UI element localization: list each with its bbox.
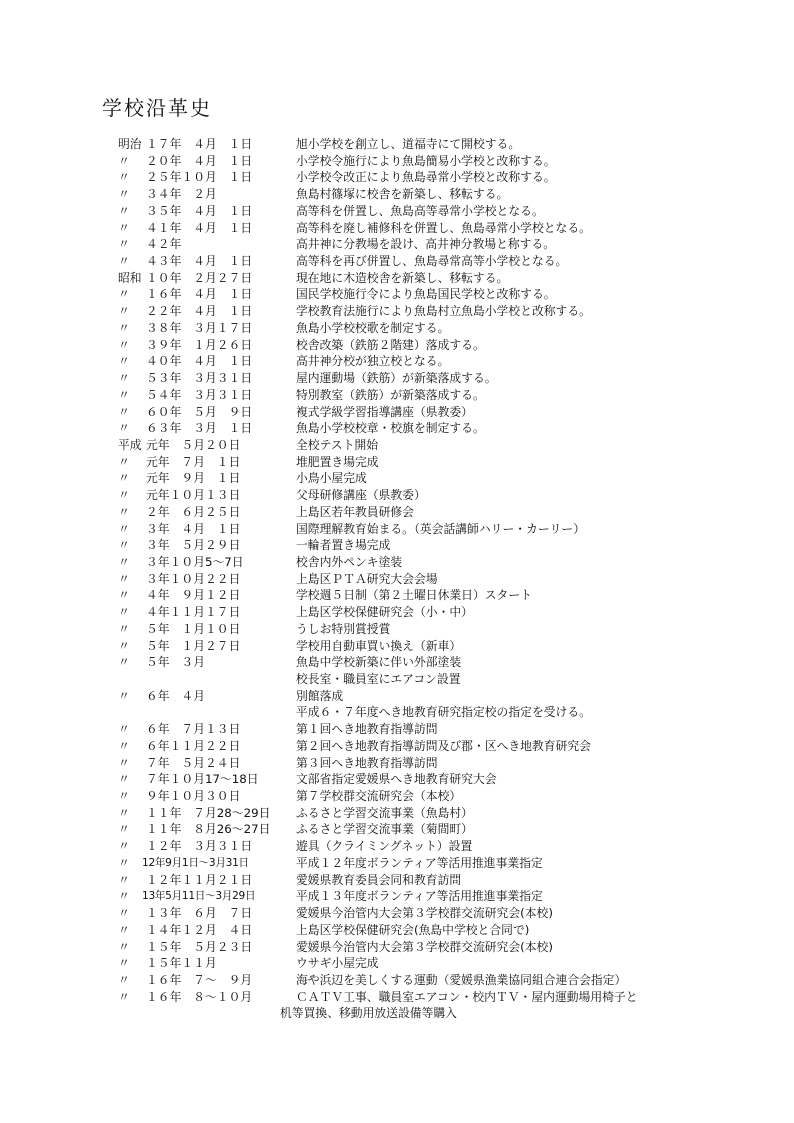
entry-event: 国際理解教育始まる。（英会話講師ハリー・カーリー） [296,521,586,536]
entry-date: ２５年１０月 １日 [146,170,253,185]
entry-date: １３年 ６月 ７日 [146,906,253,921]
history-entry [118,270,758,287]
entry-event: 学校教育法施行により魚島村立魚島小学校と改称する。 [296,304,591,319]
entry-era: 〃 [118,922,130,937]
entry-event: 海や浜辺を美しくする運動（愛媛県漁業協同組合連合会指定） [296,972,627,987]
history-entry [118,286,758,303]
entry-event: 屋内運動場（鉄筋）が新築落成する。 [296,371,497,386]
entry-era: 〃 [118,471,130,486]
history-entry [118,654,758,671]
entry-date: ６０年 ５月 ９日 [146,404,253,419]
history-entry [118,972,758,989]
entry-date: 13年5月11日～3月29日 [142,890,256,903]
history-entry [118,337,758,354]
entry-date: ７年１０月17～18日 [146,772,259,787]
history-entry [118,721,758,738]
entry-date: １０年 ２月２７日 [146,270,253,285]
entry-date: ６３年 ３月 １日 [146,421,253,436]
entry-era: 〃 [118,404,130,419]
entry-era: 〃 [118,354,130,369]
entry-event: 魚島小学校校歌を制定する。 [296,320,450,335]
entry-event: 高井神分校が独立校となる。 [296,354,450,369]
entry-date: ２年 ６月２５日 [146,504,241,519]
entry-event: 第７学校群交流研究会（本校） [296,789,462,804]
entry-era: 〃 [118,956,130,971]
entry-era: 〃 [118,521,130,536]
entry-era: 昭和 [118,270,142,285]
entry-date: ４３年 ４月 １日 [146,254,253,269]
entry-date: ４０年 ４月 １日 [146,354,253,369]
entry-date: ５年 １月２７日 [146,638,241,653]
entry-era: 〃 [118,855,130,870]
entry-event: 上島区学校保健研究会(魚島中学校と合同で) [296,922,530,937]
entry-date: ５年 ３月 [146,655,205,670]
entry-date: 12年9月1日～3月31日 [142,856,249,869]
history-entry [118,788,758,805]
history-entry [118,821,758,838]
history-entry [118,537,758,554]
entry-era: 〃 [118,688,130,703]
entry-era: 〃 [118,387,130,402]
history-entry [118,587,758,604]
entry-event: 小鳥小屋完成 [296,471,367,486]
history-entry [118,437,758,454]
entry-date: ３４年 ２月 [146,187,217,202]
entry-era: 明治 [118,137,142,151]
entry-era: 〃 [118,872,130,887]
entry-date: ３９年 １月２６日 [146,337,253,352]
history-entry [118,755,758,772]
entry-era: 〃 [118,220,130,235]
entry-date: ３年 ４月 １日 [146,521,241,536]
entry-era: 〃 [118,203,130,218]
entry-era: 〃 [118,906,130,921]
entry-date: ４年 ９月１２日 [146,588,241,603]
entry-event: 全校テスト開始 [296,437,379,452]
entry-era: 〃 [118,638,130,653]
entry-event: 堆肥置き場完成 [296,454,379,469]
entry-date: ７年 ５月２４日 [146,755,241,770]
entry-era: 〃 [118,237,130,252]
entry-event: ＣＡＴＶ工事、職員室エアコン・校内ＴＶ・屋内運動場用椅子と [296,989,638,1004]
entry-era: 〃 [118,789,130,804]
history-entry [118,604,758,621]
entry-era: 〃 [118,655,130,670]
history-entry [118,922,758,939]
entry-era: 〃 [118,337,130,352]
entry-event: ふるさと学習交流事業（菊間町） [296,822,473,837]
entry-event: 高等科を廃し補修科を併置し、魚島尋常小学校となる。 [296,220,591,235]
entry-date: 元年 ９月 １日 [146,471,241,486]
history-entry [118,855,758,872]
history-entry [118,370,758,387]
entry-event: 一輪者置き場完成 [296,538,391,553]
entry-date: １４年１２月 ４日 [146,922,253,937]
entry-event: 上島区ＰＴＡ研究大会会場 [296,571,438,586]
history-entry [118,303,758,320]
entry-date: ５３年 ３月３１日 [146,371,253,386]
entry-date: １６年 ７～ ９月 [146,972,253,987]
entry-event: 校舎内外ペンキ塗装 [296,554,403,569]
history-entry [118,738,758,755]
entry-era: 〃 [118,421,130,436]
entry-era: 〃 [118,170,130,185]
entry-era: 平成 [118,437,142,452]
history-entry [118,420,758,437]
entry-era: 〃 [118,605,130,620]
entry-era: 〃 [118,722,130,737]
entry-event: 魚島中学校新築に伴い外部塗装 [296,655,462,670]
history-entry [118,704,758,721]
history-entry [118,253,758,270]
history-entry [118,153,758,170]
entry-event: 机等買換、移動用放送設備等購入 [280,1006,457,1021]
entry-era: 〃 [118,320,130,335]
history-entry [118,838,758,855]
history-entry [118,136,758,153]
entry-date: １５年１１月 [146,956,217,971]
entry-era: 〃 [118,805,130,820]
history-entry [118,1005,758,1022]
history-entry [118,989,758,1006]
history-entry [118,888,758,905]
history-entry [118,805,758,822]
history-entry [118,771,758,788]
entry-date: ６年１１月２２日 [146,738,241,753]
entry-date: １６年 ４月 １日 [146,287,253,302]
entry-event: 第２回へき地教育指導訪問及び郡・区へき地教育研究会 [296,738,591,753]
entry-era: 〃 [118,588,130,603]
entry-event: 小学校令施行により魚島簡易小学校と改称する。 [296,153,556,168]
entry-era: 〃 [118,538,130,553]
entry-date: ３年 ５月２９日 [146,538,241,553]
entry-event: 魚島村篠塚に校舎を新築し、移転する。 [296,187,509,202]
entry-event: 別館落成 [296,688,344,703]
entry-event: 国民学校施行令により魚島国民学校と改称する。 [296,287,556,302]
entry-event: 平成１２年度ボランティア等活用推進事業指定 [296,855,543,870]
entry-era: 〃 [118,972,130,987]
entry-date: １２年１１月２１日 [146,872,253,887]
entry-date: ５年 １月１０日 [146,621,241,636]
entry-event: 高等科を再び併置し、魚島尋常高等小学校となる。 [296,254,568,269]
entry-date: １６年 ８～１０月 [146,989,253,1004]
history-entry [118,353,758,370]
entry-date: ６年 ４月 [146,688,205,703]
entry-era: 〃 [118,889,130,904]
entry-era: 〃 [118,822,130,837]
history-entry [118,470,758,487]
entry-event: 平成６・７年度へき地教育研究指定校の指定を受ける。 [296,705,591,720]
entry-era: 〃 [118,939,130,954]
entry-era: 〃 [118,772,130,787]
history-entry [118,671,758,688]
entry-event: 特別教室（鉄筋）が新築落成する。 [296,387,485,402]
entry-era: 〃 [118,304,130,319]
entry-era: 〃 [118,738,130,753]
history-entry [118,236,758,253]
history-entry [118,404,758,421]
history-entry [118,169,758,186]
entry-era: 〃 [118,989,130,1004]
entry-date: １１年 ８月26～27日 [146,822,271,837]
entry-event: 上島区学校保健研究会（小・中） [296,605,473,620]
history-entry [118,521,758,538]
history-list [118,136,758,1022]
entry-date: １２年 ３月３１日 [146,839,253,854]
history-entry [118,939,758,956]
entry-era: 〃 [118,755,130,770]
entry-event: 魚島小学校校章・校旗を制定する。 [296,421,485,436]
entry-date: １５年 ５月２３日 [146,939,253,954]
history-entry [118,504,758,521]
history-entry [118,487,758,504]
history-entry [118,638,758,655]
entry-event: 高井神に分教場を設け、高井神分教場と称する。 [296,237,556,252]
entry-era: 〃 [118,287,130,302]
entry-event: 愛媛県今治管内大会第３学校群交流研究会(本校) [296,939,553,954]
history-entry [118,203,758,220]
history-entry [118,872,758,889]
entry-era: 〃 [118,153,130,168]
entry-date: ３年１０月２２日 [146,571,241,586]
entry-date: 元年１０月１３日 [146,488,241,503]
page-title: 学校沿革史 [102,96,212,120]
history-entry [118,905,758,922]
entry-event: 愛媛県教育委員会同和教育訪問 [296,872,462,887]
entry-date: ４年１１月１７日 [146,605,241,620]
history-entry [118,186,758,203]
entry-event: 校舎改築（鉄筋２階建）落成する。 [296,337,485,352]
entry-date: 元年 ７月 １日 [146,454,241,469]
entry-event: ウサギ小屋完成 [296,956,379,971]
entry-era: 〃 [118,254,130,269]
entry-date: ３５年 ４月 １日 [146,203,253,218]
history-entry [118,387,758,404]
entry-date: ４２年 [146,237,182,252]
entry-event: 第１回へき地教育指導訪問 [296,722,438,737]
history-entry [118,688,758,705]
entry-date: ２２年 ４月 １日 [146,304,253,319]
entry-event: 校長室・職員室にエアコン設置 [296,672,461,686]
entry-event: 学校週５日制（第２土曜日休業日）スタート [296,588,532,603]
history-entry [118,220,758,237]
entry-date: ２０年 ４月 １日 [146,153,253,168]
entry-event: 学校用自動車買い換え（新車） [296,638,462,653]
entry-event: 平成１３年度ボランティア等活用推進事業指定 [296,889,543,904]
entry-date: １１年 ７月28～29日 [146,805,271,820]
entry-era: 〃 [118,504,130,519]
history-entry [118,554,758,571]
entry-date: 元年 ５月２０日 [146,437,241,452]
entry-event: 高等科を併置し、魚島高等尋常小学校となる。 [296,203,544,218]
entry-event: 父母研修講座（県教委） [296,488,426,503]
entry-event: 文部省指定愛媛県へき地教育研究大会 [296,772,497,787]
entry-era: 〃 [118,839,130,854]
entry-date: ４１年 ４月 １日 [146,220,253,235]
entry-event: 上島区若年教員研修会 [296,504,414,519]
history-entry [118,955,758,972]
entry-event: ふるさと学習交流事業（魚島村） [296,805,473,820]
entry-event: 遊具（クライミングネット）設置 [296,839,473,854]
entry-era: 〃 [118,621,130,636]
entry-event: 複式学級学習指導講座（県教委） [296,404,473,419]
entry-date: １７年 ４月 １日 [146,137,253,151]
entry-event: 小学校令改正により魚島尋常小学校と改称する。 [296,170,556,185]
history-entry [118,621,758,638]
entry-date: ９年１０月３０日 [146,789,241,804]
entry-event: うしお特別賞授賞 [296,621,391,636]
entry-era: 〃 [118,554,130,569]
entry-era: 〃 [118,488,130,503]
entry-era: 〃 [118,454,130,469]
entry-event: 第３回へき地教育指導訪問 [296,755,438,770]
entry-era: 〃 [118,371,130,386]
entry-event: 旭小学校を創立し、道福寺にて開校する。 [296,137,521,151]
entry-era: 〃 [118,187,130,202]
entry-event: 愛媛県今治管内大会第３学校群交流研究会(本校) [296,906,553,921]
entry-date: ３年１０月5～7日 [146,554,244,569]
entry-date: ５４年 ３月３１日 [146,387,253,402]
entry-era: 〃 [118,571,130,586]
entry-event: 現在地に木造校舎を新築し、移転する。 [296,270,509,285]
history-entry [118,571,758,588]
entry-date: ３８年 ３月１７日 [146,320,253,335]
history-entry [118,454,758,471]
entry-date: ６年 ７月１３日 [146,722,241,737]
history-entry [118,320,758,337]
